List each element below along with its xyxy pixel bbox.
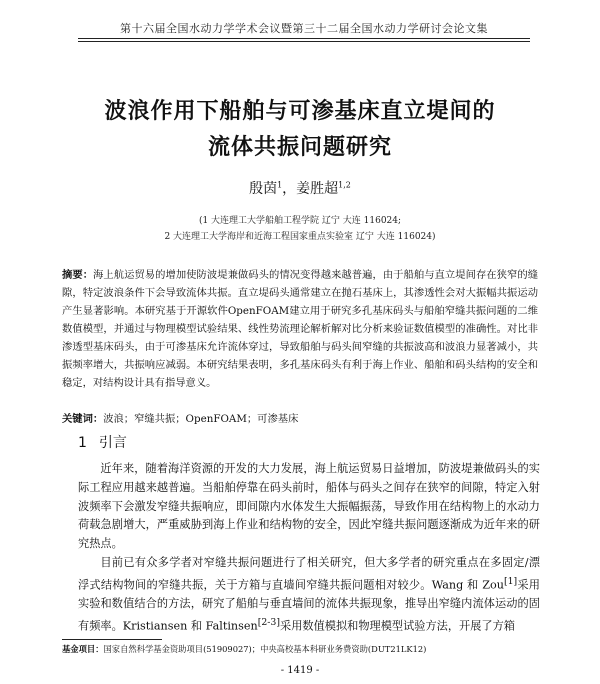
author-2-affil-mark: 1,2 [338,180,351,190]
affiliation-1: (1 大连理工大学船舶工程学院 辽宁 大连 116024; [198,216,402,226]
paragraph-2-part-b: 采用实验和数值结合的方法，研究了船舶与垂直墙间的流体共振现象，推导出窄缝内流体运动的固有频率。Kristiansen 和 Faltinsen [78,578,540,633]
author-2-name: 姜胜超 [296,181,339,197]
author-separator: ， [282,181,297,197]
abstract-label: 摘要： [62,269,94,281]
keywords-text: 波浪；窄缝共振；OpenFOAM；可渗基床 [103,413,299,425]
section-number: 1 [78,435,87,451]
citation-2-3: [2-3] [257,617,281,629]
body-paragraph-1: 近年来，随着海洋资源的开发的大力发展，海上航运贸易日益增加，防波堤兼做码头的实际工程应用越来越普遍。当船舶停靠在码头前时，船体与码头之间存在狭窄的间隙，特定入射波频率下会激发窄缝共振响应，即间隙内水体发生大振幅振荡，导致作用在结构物上的水动力荷载急剧增大，严重威胁到海上作业和结构物的安全，因此窄缝共振问题逐渐成为近年来的研究热点。 [78,462,540,551]
running-header: 第十六届全国水动力学学术会议暨第三十二届全国水动力学研讨会论文集 [120,22,488,35]
funding-footnote [62,643,542,655]
author-1-affil-mark: 1 [277,180,283,190]
footnote-rule [62,639,162,640]
affiliation-2: 2 大连理工大学海岸和近海工程国家重点实验室 辽宁 大连 116024) [164,232,436,242]
paragraph-2-part-a: 目前已有众多学者对窄缝共振问题进行了相关研究，但大多学者的研究重点在多固定/漂浮式结构物间的窄缝共振，关于方箱与直墙间窄缝共振问题相对较少。Wang 和 Zou [78,556,540,592]
author-list [0,178,600,198]
footnote-text: 国家自然科学基金资助项目(51909027)；中央高校基本科研业务费资助(DUT21LK12) [103,644,427,654]
paragraph-2-part-c: 采用数值模拟和物理模型试验方法，开展了方箱 [280,619,515,633]
footnote-label: 基金项目： [62,644,104,654]
paper-title-line-2: 流体共振问题研究 [207,135,392,160]
body-paragraph-2 [78,554,540,637]
header-rule-thin [78,41,530,42]
paper-title-line-1: 波浪作用下船舶与可渗基床直立堤间的 [104,99,496,124]
author-1-name: 殷茵 [249,181,278,197]
section-title: 引言 [98,435,127,451]
header-rule-thick [78,38,530,39]
citation-1: [1] [503,575,518,587]
page-number: - 1419 - [280,665,320,676]
keywords-label: 关键词： [62,413,104,425]
abstract-text: 海上航运贸易的增加使防波堤兼做码头的情况变得越来越普遍，由于船舶与直立堤间存在狭窄的缝隙，特定波浪条件下会导致流体共振。直立堤码头通常建立在抛石基床上，其渗透性会对大振幅共振运动产生显著影响。本研究基于开源软件OpenFOAM建立用于研究多孔基床码头与船舶窄缝共振问题的二维数值模型，并通过与物理模型试验结果、线性势流理论解析解对比分析来验证数值模型的准确性。对比非渗透型基床码头，由于可渗基床允许流体穿过，导致船舶与码头间窄缝的共振波高和波浪力显著减小，共振频率增大，共振响应减弱。本研究结果表明，多孔基床码头有利于海上作业、船舶和码头结构的安全和稳定，对结构设计具有指导意义。 [62,269,538,389]
abstract [62,266,538,392]
section-heading-introduction [78,432,127,452]
keywords [62,410,538,425]
